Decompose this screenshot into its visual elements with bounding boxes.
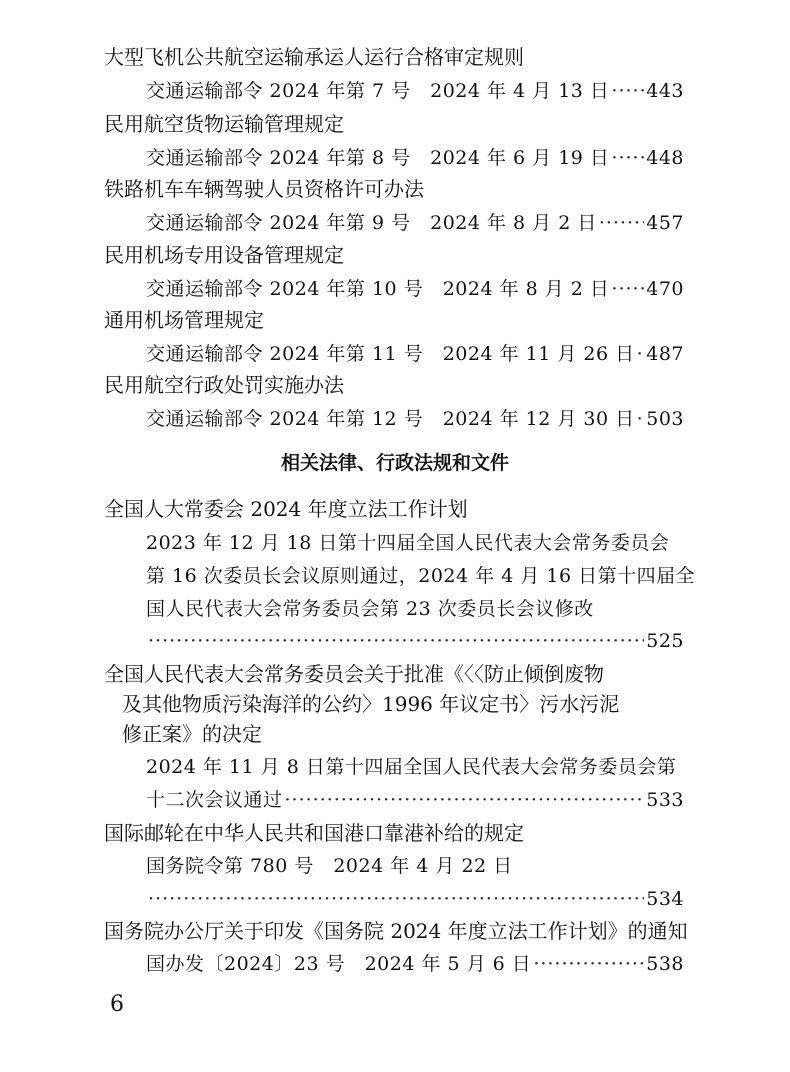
entry-title: 民用航空行政处罚实施办法 <box>104 373 344 397</box>
page-number: 6 <box>110 992 124 1017</box>
entry-title: 铁路机车车辆驾驶人员资格许可办法 <box>104 177 424 201</box>
leader-dots <box>611 141 644 175</box>
entry-meta <box>146 624 684 658</box>
entry-title: 大型飞机公共航空运输承运人运行合格审定规则 <box>104 45 524 69</box>
entry-title: 通用机场管理规定 <box>104 308 264 332</box>
entry-meta <box>146 74 684 108</box>
entry-page: 538 <box>646 953 684 975</box>
entry-page: 457 <box>646 212 684 234</box>
leader-dots <box>285 783 645 817</box>
entry-title: 民用机场专用设备管理规定 <box>104 243 344 267</box>
entry-title-cont: 及其他物质污染海洋的公约〉1996 年议定书〉污水污泥 <box>122 692 620 716</box>
leader-dots <box>611 272 644 306</box>
entry-meta <box>146 947 684 981</box>
entry-title: 全国人民代表大会常务委员会关于批准《〈〈防止倾倒废物 <box>104 662 604 686</box>
entry-meta <box>146 337 684 371</box>
entry-title: 国务院办公厅关于印发《国务院 2024 年度立法工作计划》的通知 <box>104 919 688 943</box>
leader-dots <box>148 882 644 916</box>
entry-title: 全国人大常委会 2024 年度立法工作计划 <box>104 497 468 521</box>
entry-meta <box>146 402 684 436</box>
leader-dots <box>637 402 645 436</box>
entry-meta-line: 国务院令第 780 号 2024 年 4 月 22 日 <box>146 855 513 877</box>
entry-meta-text: 交通运输部令 2024 年第 7 号 2024 年 4 月 13 日 <box>146 80 610 102</box>
entry-meta-text: 交通运输部令 2024 年第 10 号 2024 年 8 月 2 日 <box>146 278 610 300</box>
entry-meta <box>146 206 684 240</box>
entry-title: 国际邮轮在中华人民共和国港口靠港补给的规定 <box>104 821 524 845</box>
entry-page: 533 <box>646 789 684 811</box>
leader-dots <box>611 74 644 108</box>
entry-meta <box>146 882 684 916</box>
entry-meta-line: 2023 年 12 月 18 日第十四届全国人民代表大会常务委员会 <box>146 532 670 554</box>
entry-page: 525 <box>646 630 684 652</box>
entry-page: 470 <box>646 278 684 300</box>
leader-dots <box>599 206 644 240</box>
entry-meta-text: 国办发〔2024〕23 号 2024 年 5 月 6 日 <box>146 953 532 975</box>
entry-meta-line: 第 16 次委员长会议原则通过，2024 年 4 月 16 日第十四届全 <box>146 565 696 587</box>
leader-dots <box>637 337 645 371</box>
entry-meta-line: 国人民代表大会常务委员会第 23 次委员长会议修改 <box>146 598 594 620</box>
entry-meta <box>146 272 684 306</box>
entry-meta-text: 十二次会议通过 <box>146 789 283 811</box>
entry-meta <box>146 783 684 817</box>
leader-dots <box>533 947 644 981</box>
entry-meta <box>146 141 684 175</box>
entry-title-cont: 修正案》的决定 <box>122 722 262 746</box>
entry-page: 443 <box>646 80 684 102</box>
entry-meta-text: 交通运输部令 2024 年第 9 号 2024 年 8 月 2 日 <box>146 212 597 234</box>
entry-meta-text: 交通运输部令 2024 年第 8 号 2024 年 6 月 19 日 <box>146 147 610 169</box>
entry-meta-text: 交通运输部令 2024 年第 12 号 2024 年 12 月 30 日 <box>146 408 635 430</box>
entry-page: 448 <box>646 147 684 169</box>
entry-title: 民用航空货物运输管理规定 <box>104 112 344 136</box>
section-heading: 相关法律、行政法规和文件 <box>280 452 509 474</box>
entry-meta-text: 交通运输部令 2024 年第 11 号 2024 年 11 月 26 日 <box>146 343 635 365</box>
entry-page: 503 <box>646 408 684 430</box>
entry-page: 534 <box>646 888 684 910</box>
entry-meta-line: 2024 年 11 月 8 日第十四届全国人民代表大会常务委员会第 <box>146 756 677 778</box>
leader-dots <box>148 624 644 658</box>
entry-page: 487 <box>646 343 684 365</box>
